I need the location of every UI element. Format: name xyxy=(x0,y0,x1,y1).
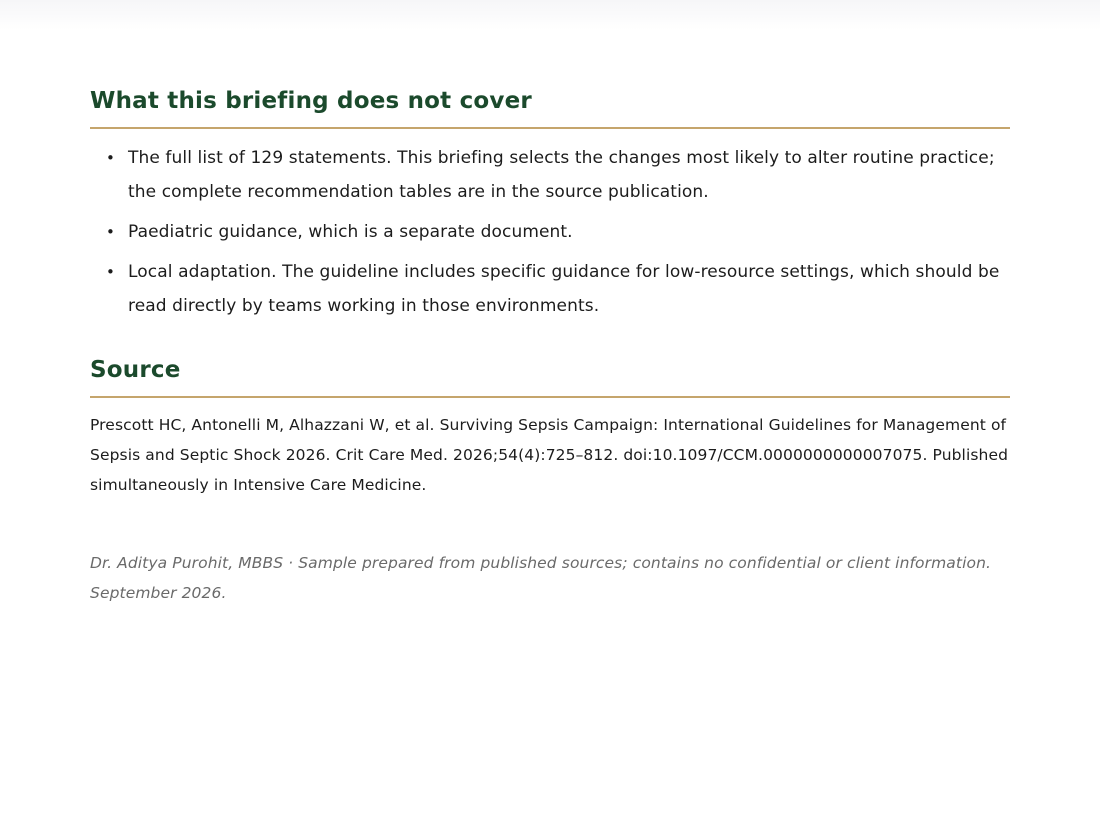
footer-note: Dr. Aditya Purohit, MBBS · Sample prepared from published sources; contains no confidential or client information. September 2026. xyxy=(90,554,992,602)
list-item-text: The full list of 129 statements. This briefing selects the changes most likely to alter routine practice; the complete recommendation tables are in the source publication. xyxy=(128,148,995,202)
list-item xyxy=(90,141,1010,209)
bullet-icon: • xyxy=(106,149,115,167)
section-divider xyxy=(90,396,1010,398)
not-covered-list xyxy=(90,141,1010,323)
list-item-text: Local adaptation. The guideline includes specific guidance for low-resource settings, which should be read directly by teams working in those environments. xyxy=(128,262,1000,316)
section-heading-source: Source xyxy=(90,357,181,383)
bullet-icon: • xyxy=(106,263,115,281)
section-source xyxy=(90,353,1010,500)
section-divider xyxy=(90,127,1010,129)
section-not-covered xyxy=(90,84,1010,323)
list-item xyxy=(90,255,1010,323)
list-item-text: Paediatric guidance, which is a separate document. xyxy=(128,222,573,242)
section-heading-not-covered: What this briefing does not cover xyxy=(90,88,532,114)
source-citation: Prescott HC, Antonelli M, Alhazzani W, et al. Surviving Sepsis Campaign: International Guidelines for Management of Sepsis and Septic Shock 2026. Crit Care Med. 2026;54(4):725–812. doi:10.1097/CCM.0000000000007075. Published simultaneously in Intensive Care Medicine. xyxy=(90,416,1009,494)
document-content xyxy=(90,84,1010,608)
bullet-icon: • xyxy=(106,223,115,241)
list-item xyxy=(90,215,1010,249)
